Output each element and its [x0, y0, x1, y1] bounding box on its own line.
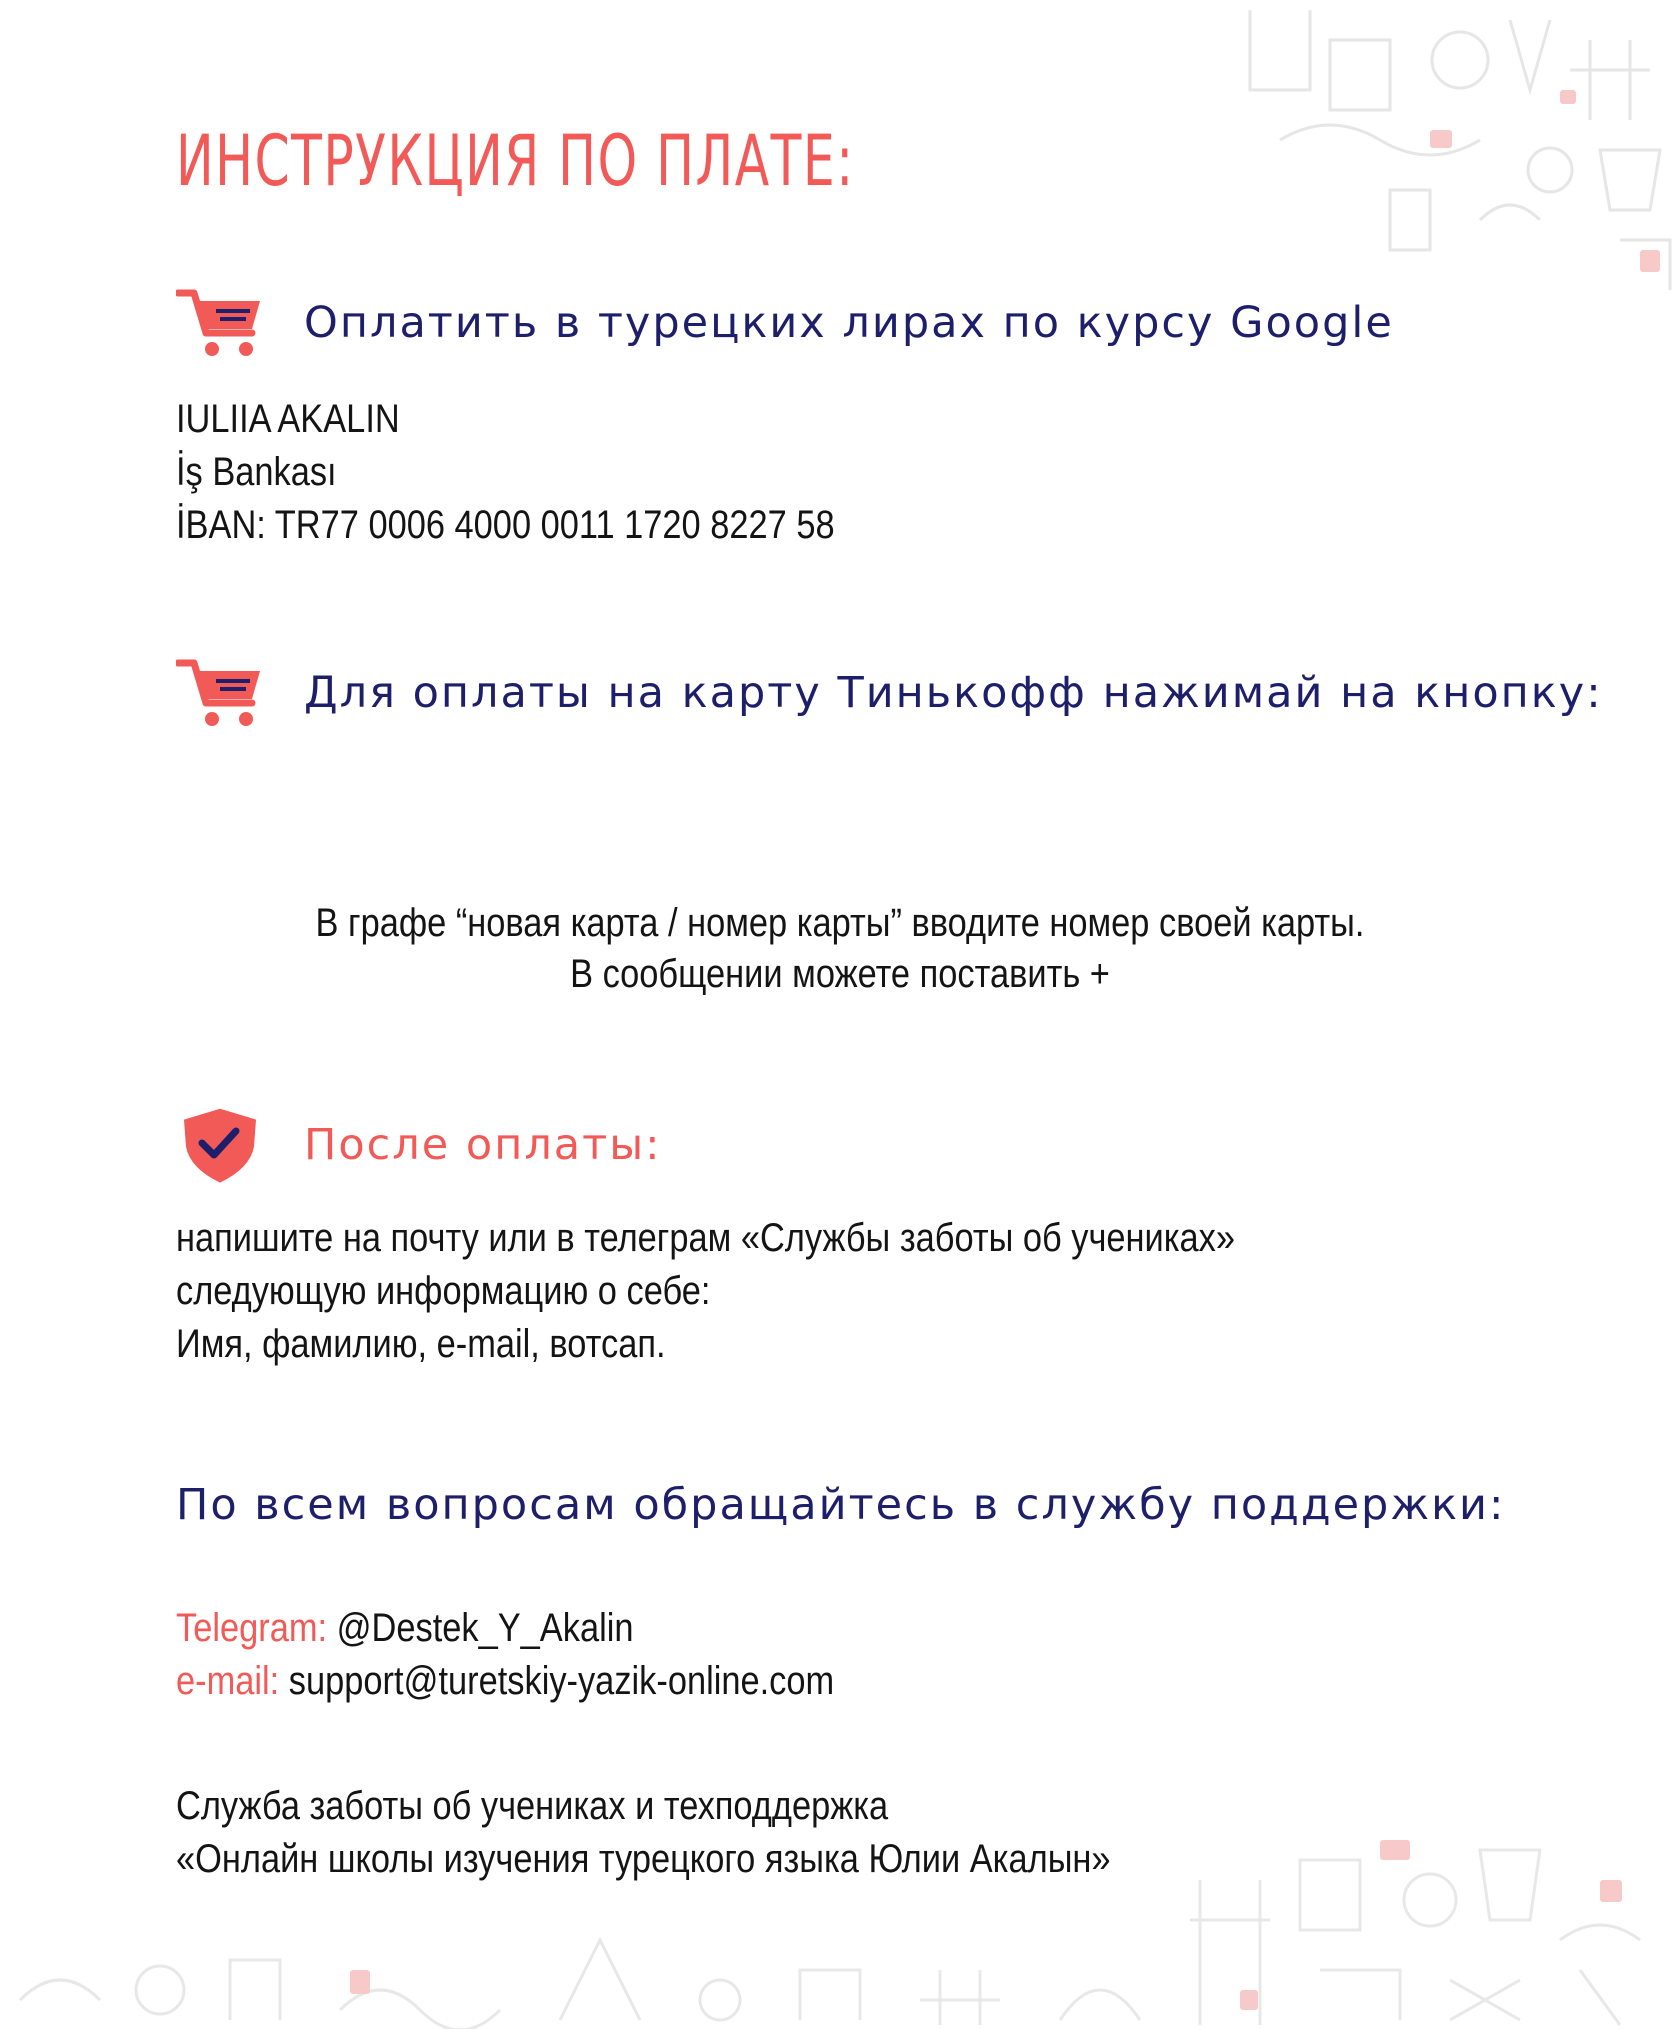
section-lira-heading: Оплатить в турецких лирах по курсу Google [304, 298, 1394, 348]
after-payment-line-2: следующую информацию о себе: [176, 1269, 711, 1313]
section-after-heading: После оплаты: [304, 1120, 662, 1170]
after-payment-line-3: Имя, фамилию, e-mail, вотсап. [176, 1322, 666, 1366]
card-instructions-line-1: В графе “новая карта / номер карты” вводите номер своей карты. [315, 901, 1365, 945]
shield-check-icon [176, 1100, 264, 1190]
support-heading: По всем вопросам обращайтесь в службу поддержки: [176, 1480, 1506, 1530]
card-instructions-line-2: В сообщении можете поставить + [570, 952, 1110, 996]
bank-details [176, 393, 835, 552]
account-holder: IULIIA AKALIN [176, 397, 400, 441]
footer-text [176, 1780, 1111, 1886]
section-tinkoff-heading: Для оплаты на карту Тинькофф нажимай на кнопку: [304, 668, 1603, 718]
telegram-contact [176, 1602, 834, 1655]
telegram-label: Telegram: [176, 1606, 328, 1650]
card-instructions [0, 898, 1680, 1000]
email-contact [176, 1655, 834, 1708]
footer-line-2: «Онлайн школы изучения турецкого языка Юлии Акалын» [176, 1837, 1111, 1881]
email-address[interactable]: support@turetskiy-yazik-online.com [288, 1659, 835, 1703]
footer-line-1: Служба заботы об учениках и техподдержка [176, 1784, 889, 1828]
shopping-cart-icon [176, 285, 264, 361]
section-after-header [176, 1100, 662, 1190]
section-tinkoff-header [176, 655, 1603, 731]
iban: İBAN: TR77 0006 4000 0011 1720 8227 58 [176, 503, 835, 547]
section-lira-header [176, 285, 1394, 361]
after-payment-text [176, 1212, 1235, 1371]
email-label: e-mail: [176, 1659, 280, 1703]
page-title: ИНСТРУКЦИЯ ПО ПЛАТЕ: [176, 120, 855, 202]
shopping-cart-icon [176, 655, 264, 731]
bank-name: İş Bankası [176, 450, 337, 494]
telegram-handle[interactable]: @Destek_Y_Akalin [336, 1606, 634, 1650]
after-payment-line-1: напишите на почту или в телеграм «Службы заботы об учениках» [176, 1216, 1235, 1260]
background-doodles-top-right-icon [1130, 0, 1680, 300]
support-contacts [176, 1602, 834, 1708]
